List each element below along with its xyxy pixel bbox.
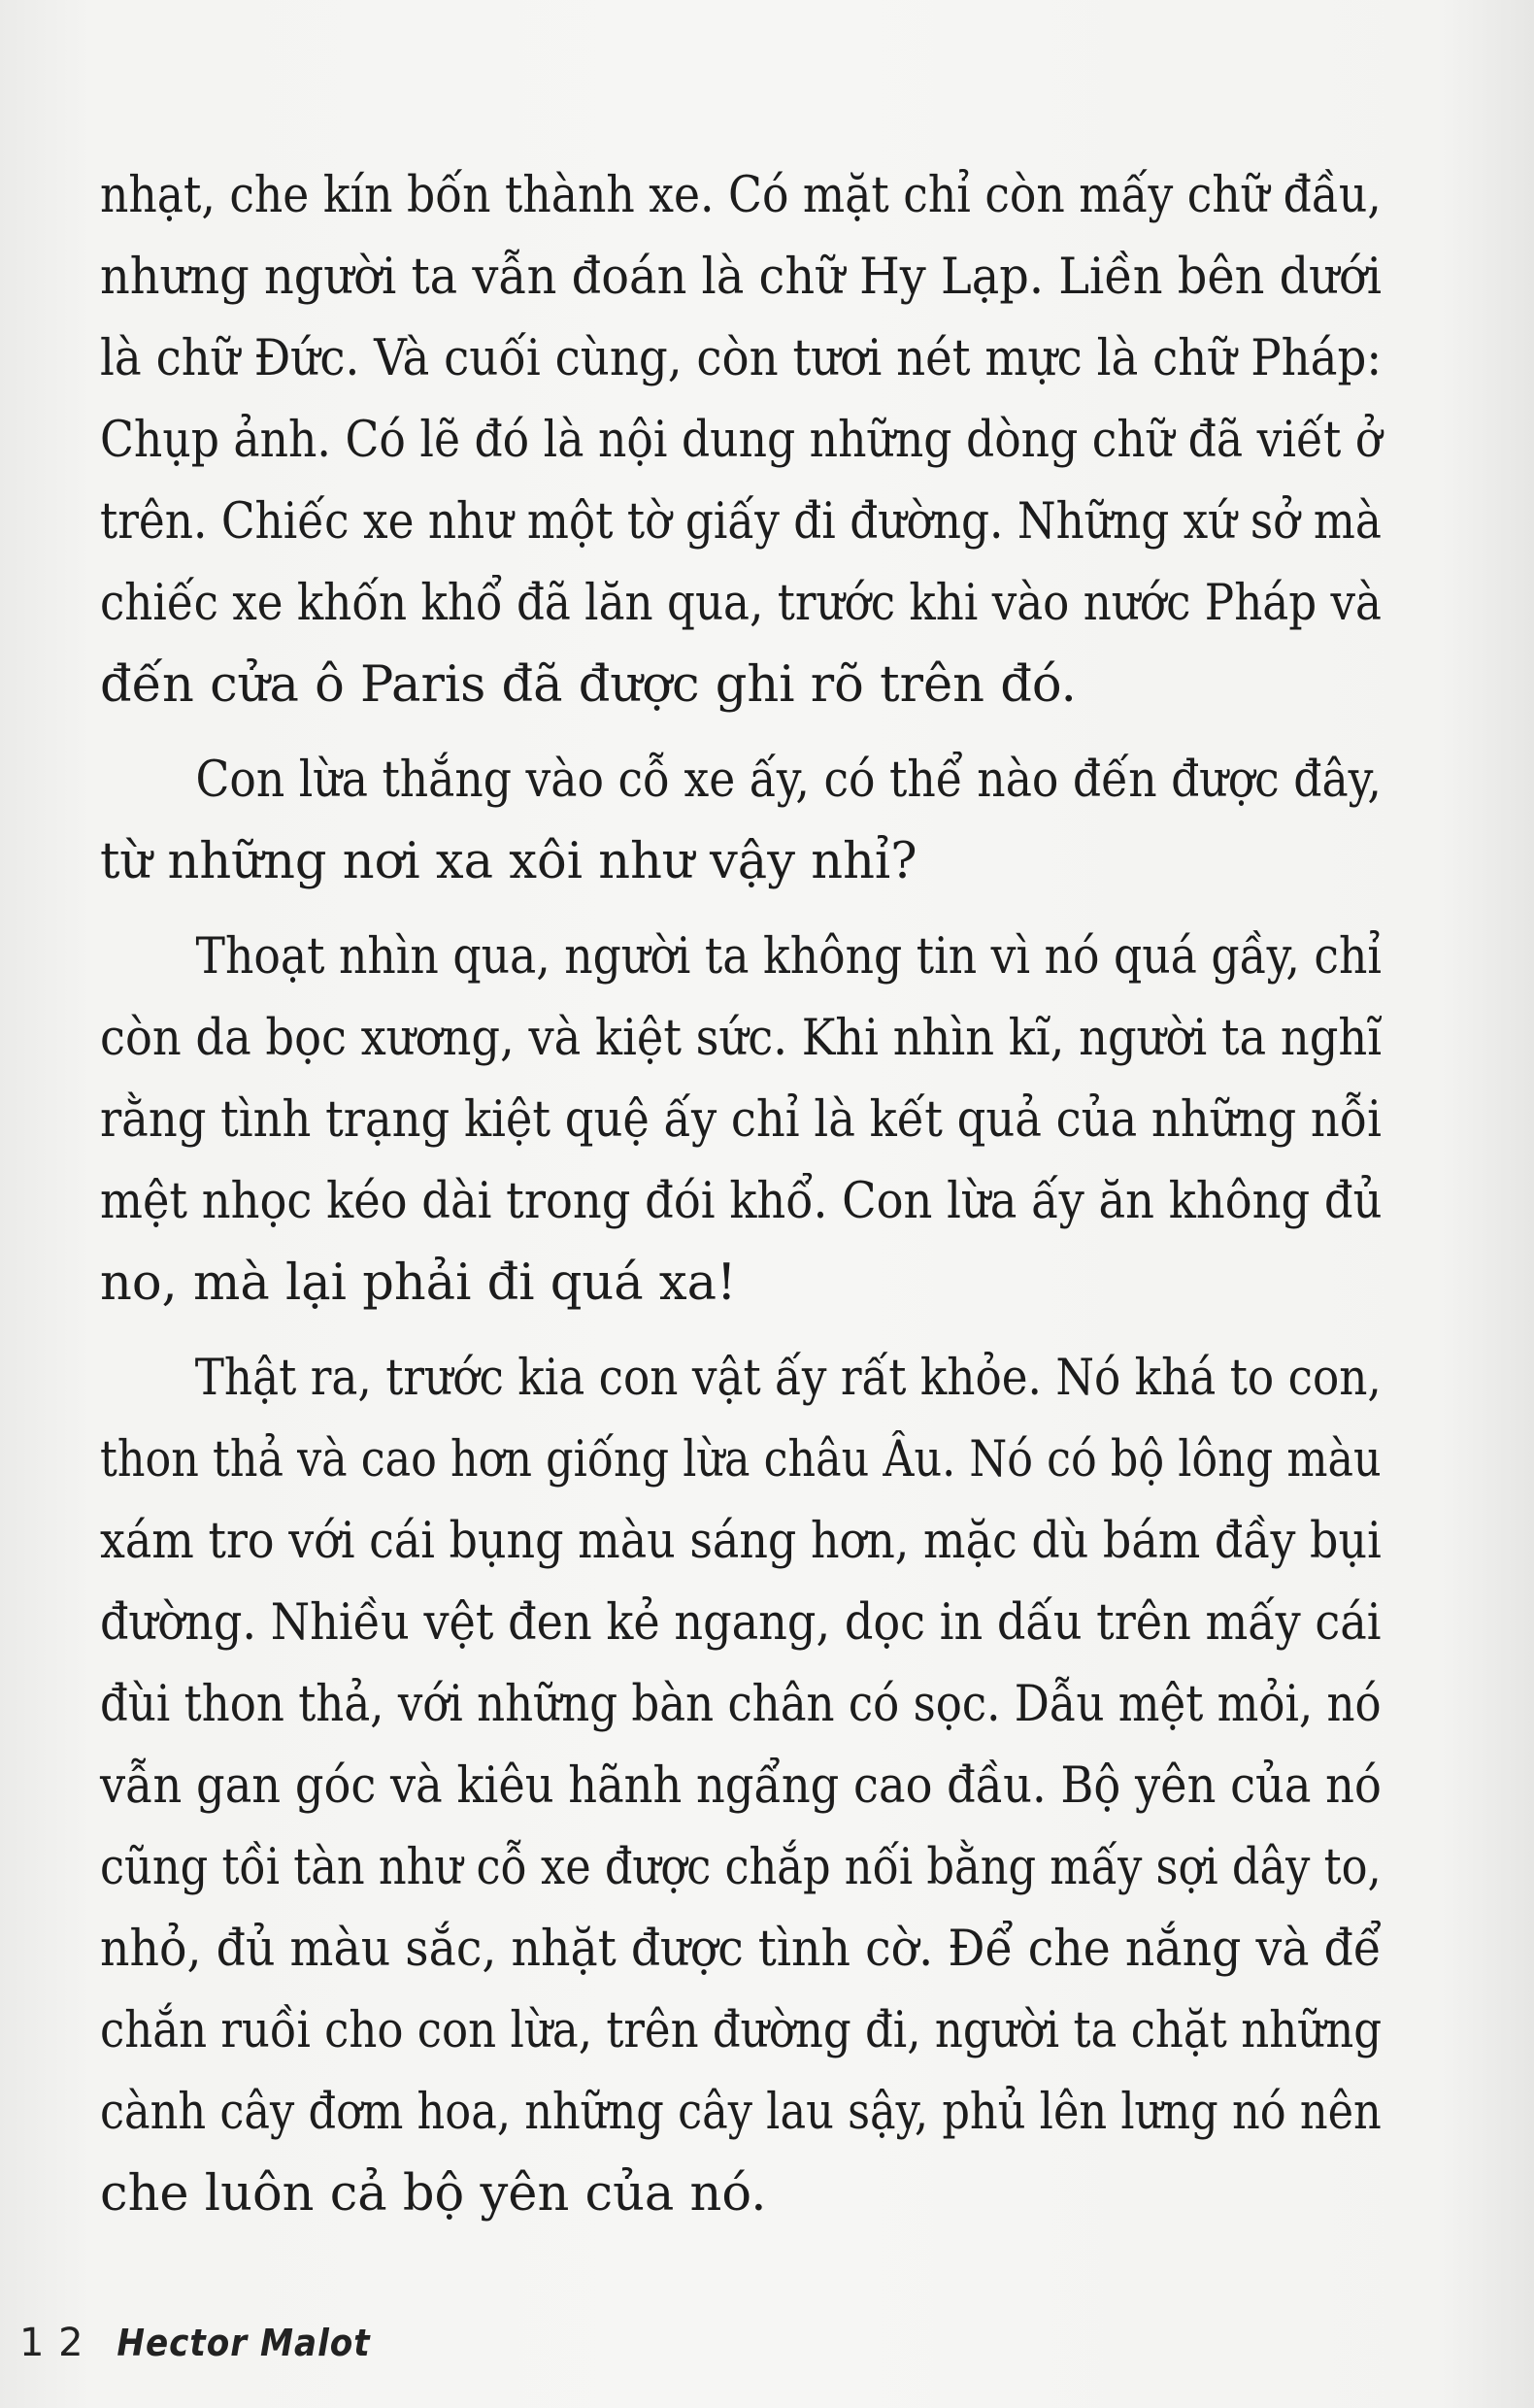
text-line: Thoạt nhìn qua, người ta không tin vì nó quá gầy, chỉ bbox=[195, 928, 1383, 986]
paragraph bbox=[100, 1338, 1382, 2235]
text-line: Chụp ảnh. Có lẽ đó là nội dung những dòng chữ đã viết ở bbox=[100, 412, 1383, 469]
paragraph bbox=[100, 917, 1382, 1324]
paragraph-gap bbox=[100, 903, 1382, 917]
text-line: Thật ra, trước kia con vật ấy rất khỏe. Nó khá to con, bbox=[194, 1350, 1382, 1407]
paragraph bbox=[100, 155, 1382, 726]
text-line: nhỏ, đủ màu sắc, nhặt được tình cờ. Để che nắng và để bbox=[100, 1921, 1383, 1978]
text-line: từ những nơi xa xôi như vậy nhỉ? bbox=[100, 833, 917, 890]
text-line: chắn ruồi cho con lừa, trên đường đi, người ta chặt những bbox=[100, 2002, 1383, 2059]
paragraph-gap bbox=[100, 726, 1382, 740]
text-line: thon thả và cao hơn giống lừa châu Âu. Nó có bộ lông màu bbox=[100, 1431, 1382, 1488]
text-line: đến cửa ô Paris đã được ghi rõ trên đó. bbox=[100, 656, 1077, 714]
text-line: trên. Chiếc xe như một tờ giấy đi đường. Những xứ sở mà bbox=[100, 493, 1382, 551]
paragraph-gap bbox=[100, 1324, 1382, 1338]
text-line: mệt nhọc kéo dài trong đói khổ. Con lừa ấy ăn không đủ bbox=[100, 1173, 1383, 1230]
text-line: nhạt, che kín bốn thành xe. Có mặt chỉ còn mấy chữ đầu, bbox=[100, 167, 1382, 224]
author-name: Hector Malot bbox=[117, 2322, 371, 2364]
body-text bbox=[100, 155, 1382, 2235]
text-line: che luôn cả bộ yên của nó. bbox=[100, 2165, 767, 2223]
text-line: còn da bọc xương, và kiệt sức. Khi nhìn kĩ, người ta nghĩ bbox=[100, 1010, 1383, 1067]
text-line: cành cây đơm hoa, những cây lau sậy, phủ lên lưng nó nên bbox=[100, 2084, 1382, 2141]
text-line: rằng tình trạng kiệt quệ ấy chỉ là kết quả của những nỗi bbox=[100, 1091, 1383, 1149]
text-line: đùi thon thả, với những bàn chân có sọc. Dẫu mệt mỏi, nó bbox=[100, 1676, 1382, 1733]
text-line: vẫn gan góc và kiêu hãnh ngẩng cao đầu. Bộ yên của nó bbox=[100, 1757, 1382, 1815]
text-line: là chữ Đức. Và cuối cùng, còn tươi nét mực là chữ Pháp: bbox=[100, 330, 1383, 387]
text-line: Con lừa thắng vào cỗ xe ấy, có thể nào đến được đây, bbox=[195, 752, 1382, 809]
text-line: nhưng người ta vẫn đoán là chữ Hy Lạp. Liền bên dưới bbox=[100, 249, 1383, 306]
page-footer bbox=[19, 2321, 371, 2365]
page-number: 1 2 bbox=[19, 2321, 84, 2365]
text-line: chiếc xe khốn khổ đã lăn qua, trước khi vào nước Pháp và bbox=[100, 575, 1382, 632]
text-line: no, mà lại phải đi quá xa! bbox=[100, 1254, 737, 1312]
text-line: đường. Nhiều vệt đen kẻ ngang, dọc in dấu trên mấy cái bbox=[100, 1594, 1382, 1652]
text-line: xám tro với cái bụng màu sáng hơn, mặc dù bám đầy bụi bbox=[100, 1513, 1382, 1570]
text-line: cũng tồi tàn như cỗ xe được chắp nối bằng mấy sợi dây to, bbox=[100, 1839, 1382, 1896]
paragraph bbox=[100, 740, 1382, 903]
